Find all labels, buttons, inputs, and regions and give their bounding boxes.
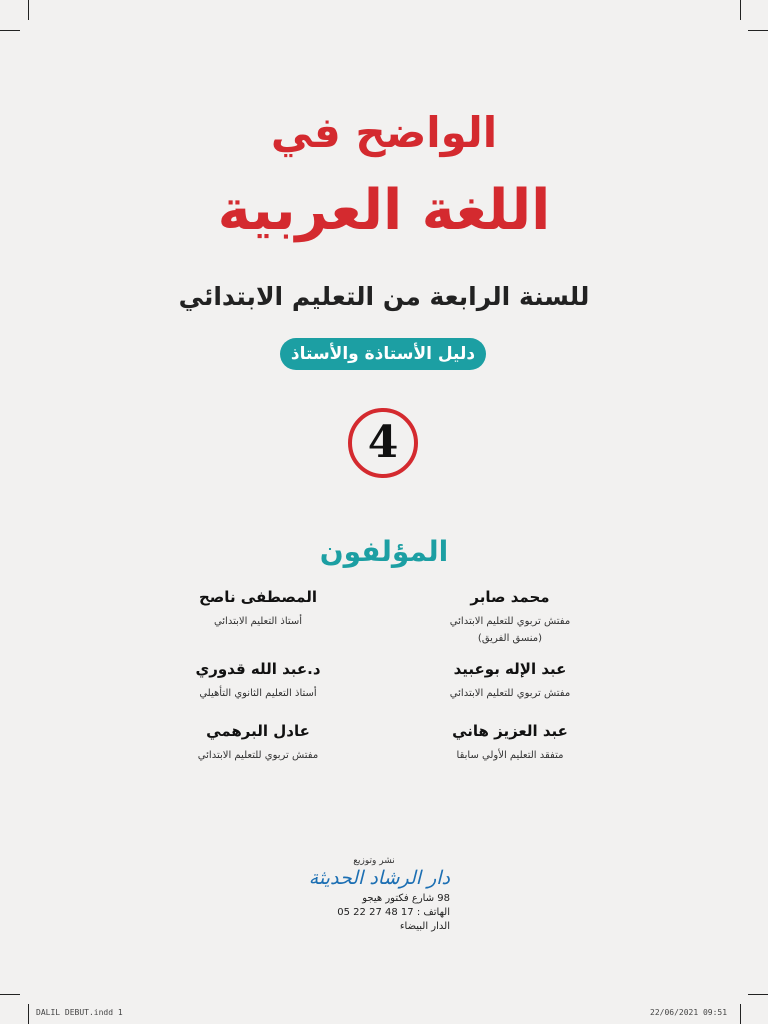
author-name: عبد الإله بوعبيد (453, 660, 567, 678)
author-name: د.عبد الله قدوري (195, 660, 321, 678)
print-slug-timestamp: 22/06/2021 09:51 (650, 1008, 728, 1017)
author-name: عادل البرهمي (206, 722, 310, 740)
author-card (400, 660, 620, 699)
crop-mark (28, 0, 29, 20)
authors-heading: المؤلفون (319, 535, 449, 568)
publisher-phone: الهاتف : 17 48 27 22 05 (337, 907, 450, 918)
print-slug-file: DALIL DEBUT.indd 1 (36, 1008, 123, 1017)
author-role: مفتش تربوي للتعليم الابتدائي (449, 688, 571, 699)
author-card (400, 722, 620, 761)
author-role: متفقد التعليم الأولي سابقا (456, 750, 564, 761)
author-card (400, 588, 620, 644)
publisher-block (298, 856, 450, 932)
level-number-badge: 4 (348, 408, 418, 478)
publisher-address: 98 شارع فكتور هيجو (362, 893, 450, 904)
crop-mark (28, 1004, 29, 1024)
book-title-line1: الواضح في (270, 108, 498, 157)
publisher-label: نشر وتوزيع (353, 856, 395, 866)
book-title-line2: اللغة العربية (217, 178, 551, 243)
crop-mark (740, 0, 741, 20)
author-role: مفتش تربوي للتعليم الابتدائي (449, 616, 571, 627)
author-role: أستاذ التعليم الثانوي التأهيلي (199, 688, 317, 699)
author-card (148, 588, 368, 627)
author-card (148, 722, 368, 761)
author-role: أستاذ التعليم الابتدائي (213, 616, 303, 627)
crop-mark (748, 994, 768, 995)
book-subtitle: للسنة الرابعة من التعليم الابتدائي (178, 282, 590, 311)
crop-mark (748, 30, 768, 31)
crop-mark (0, 994, 20, 995)
author-role: مفتش تربوي للتعليم الابتدائي (197, 750, 319, 761)
crop-mark (0, 30, 20, 31)
author-card (148, 660, 368, 699)
author-name: عبد العزيز هاني (452, 722, 568, 740)
publisher-city: الدار البيضاء (399, 921, 450, 932)
crop-mark (740, 1004, 741, 1024)
author-name: المصطفى ناصح (199, 588, 317, 606)
author-note: (منسق الفريق) (477, 633, 543, 644)
publisher-name: دار الرشاد الحديثة (308, 867, 450, 889)
guide-badge: دليل الأستاذة والأستاذ (280, 338, 486, 370)
author-name: محمد صابر (470, 588, 550, 606)
